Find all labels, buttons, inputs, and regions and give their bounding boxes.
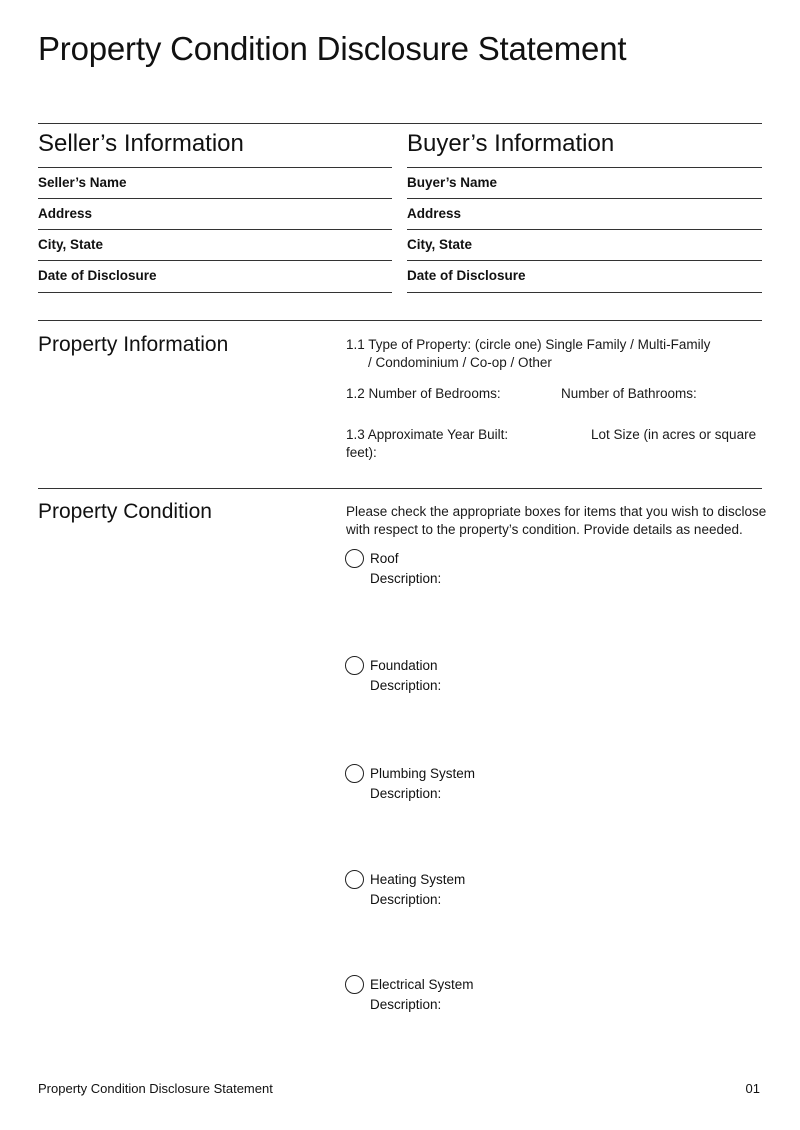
condition-item-foundation xyxy=(345,656,765,704)
condition-instructions: Please check the appropriate boxes for items that you wish to disclose xyxy=(346,504,767,519)
year-built-field[interactable]: 1.3 Approximate Year Built: xyxy=(346,427,509,442)
heating-description-field[interactable]: Description: xyxy=(370,892,442,907)
page-title: Property Condition Disclosure Statement xyxy=(38,30,627,67)
bedrooms-field[interactable]: 1.2 Number of Bedrooms: xyxy=(346,386,501,401)
footer-title: Property Condition Disclosure Statement xyxy=(38,1081,273,1096)
lot-size-field[interactable]: Lot Size (in acres or square xyxy=(591,427,757,442)
heating-checkbox[interactable] xyxy=(345,870,364,889)
condition-item-roof xyxy=(345,549,765,597)
plumbing-label: Plumbing System xyxy=(370,766,476,781)
seller-address-field[interactable]: Address xyxy=(38,206,93,221)
buyer-address-field[interactable]: Address xyxy=(407,206,462,221)
seller-city-state-field[interactable]: City, State xyxy=(38,237,104,252)
condition-item-heating xyxy=(345,870,765,918)
foundation-description-field[interactable]: Description: xyxy=(370,678,442,693)
electrical-label: Electrical System xyxy=(370,977,474,992)
property-type-line: 1.1 Type of Property: (circle one) Single Family / Multi-Family xyxy=(346,337,711,352)
seller-info-heading: Seller’s Information xyxy=(38,130,244,157)
lot-size-field-continued: feet): xyxy=(346,445,377,460)
divider xyxy=(38,488,762,489)
condition-item-electrical xyxy=(345,975,765,1023)
seller-name-field[interactable]: Seller’s Name xyxy=(38,175,127,190)
divider xyxy=(38,292,392,293)
electrical-description-field[interactable]: Description: xyxy=(370,997,442,1012)
bathrooms-field[interactable]: Number of Bathrooms: xyxy=(561,386,697,401)
divider xyxy=(38,123,762,124)
roof-checkbox[interactable] xyxy=(345,549,364,568)
buyer-info-heading: Buyer’s Information xyxy=(407,130,615,157)
buyer-city-state-field[interactable]: City, State xyxy=(407,237,473,252)
property-info-heading: Property Information xyxy=(38,333,229,356)
electrical-checkbox[interactable] xyxy=(345,975,364,994)
buyer-name-field[interactable]: Buyer’s Name xyxy=(407,175,498,190)
condition-item-plumbing xyxy=(345,764,765,812)
seller-date-of-disclosure-field[interactable]: Date of Disclosure xyxy=(38,268,157,283)
plumbing-description-field[interactable]: Description: xyxy=(370,786,442,801)
buyer-date-of-disclosure-field[interactable]: Date of Disclosure xyxy=(407,268,526,283)
heating-label: Heating System xyxy=(370,872,466,887)
foundation-checkbox[interactable] xyxy=(345,656,364,675)
condition-instructions-continued: with respect to the property’s condition. Provide details as needed. xyxy=(346,522,743,537)
foundation-label: Foundation xyxy=(370,658,438,673)
plumbing-checkbox[interactable] xyxy=(345,764,364,783)
property-type-line-continued: / Condominium / Co-op / Other xyxy=(368,355,552,370)
roof-description-field[interactable]: Description: xyxy=(370,571,442,586)
roof-label: Roof xyxy=(370,551,399,566)
divider xyxy=(407,292,762,293)
property-condition-heading: Property Condition xyxy=(38,500,212,523)
divider xyxy=(38,320,762,321)
page-number: 01 xyxy=(745,1081,760,1096)
